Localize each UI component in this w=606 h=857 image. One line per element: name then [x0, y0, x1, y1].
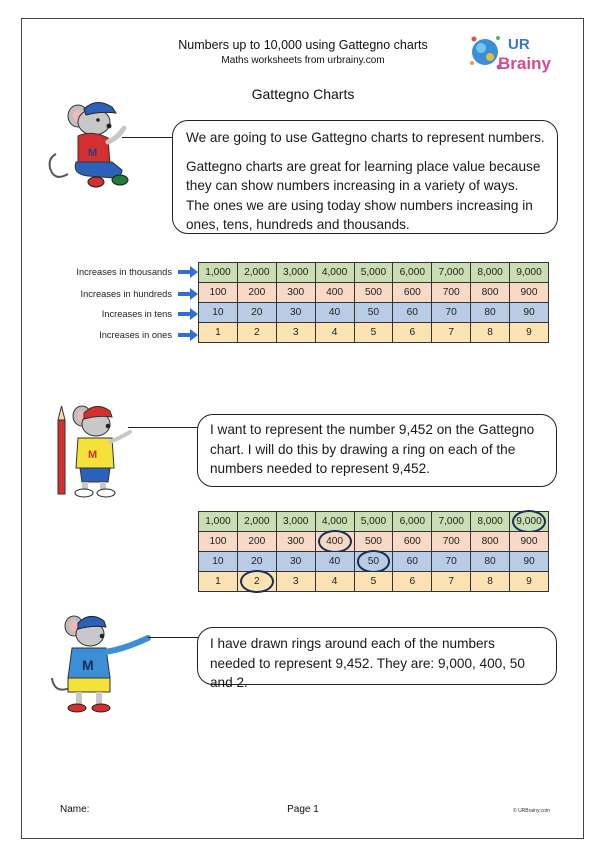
thousands-row: [199, 512, 549, 532]
chart-cell: 20: [237, 552, 276, 572]
explain-speech-bubble: [197, 414, 557, 487]
bubble2-pointer: [128, 427, 198, 428]
cell-value: 9,000: [516, 516, 542, 527]
chart-cell: 40: [315, 303, 354, 323]
chart-cell: 300: [276, 283, 315, 303]
chart-cell-ringed: [315, 532, 354, 552]
cell-value: 400: [326, 536, 344, 547]
chart-cell: 10: [199, 303, 238, 323]
chart-cell: 60: [393, 552, 432, 572]
chart-cell: 5: [354, 323, 393, 343]
chart-cell: 200: [237, 283, 276, 303]
hundreds-row: [199, 283, 549, 303]
chart-cell: 90: [510, 303, 549, 323]
chart-cell: 800: [471, 283, 510, 303]
gattegno-chart-reference: [198, 262, 549, 343]
worksheet-title: Numbers up to 10,000 using Gattegno charts: [178, 38, 428, 52]
chart-cell: 200: [237, 532, 276, 552]
chart-cell: 3,000: [276, 512, 315, 532]
chart-cell: 800: [471, 532, 510, 552]
chart-cell: 2: [237, 323, 276, 343]
tens-row: [199, 552, 549, 572]
chart-cell: 4: [315, 323, 354, 343]
chart-cell: 8: [471, 323, 510, 343]
arrow-right-icon: [178, 328, 198, 342]
arrow-right-icon: [178, 307, 198, 321]
chart-cell: 100: [199, 283, 238, 303]
chart-cell: 6,000: [393, 512, 432, 532]
chart-cell: 80: [471, 303, 510, 323]
chart-cell: 400: [315, 283, 354, 303]
chart-cell: 1,000: [199, 263, 238, 283]
logo-ur-text: UR: [508, 36, 530, 53]
chart-cell: 4,000: [315, 512, 354, 532]
chart-cell: 10: [199, 552, 238, 572]
chart-cell: 7: [432, 323, 471, 343]
label-tens: Increases in tens: [101, 309, 172, 319]
chart-cell: 20: [237, 303, 276, 323]
chart-cell-ringed: [237, 572, 276, 592]
chart-cell: 3,000: [276, 263, 315, 283]
label-ones: Increases in ones: [99, 330, 172, 340]
svg-text:M: M: [82, 657, 94, 673]
cell-value: 50: [367, 556, 380, 567]
chart-cell: 5,000: [354, 512, 393, 532]
section-heading: Gattegno Charts: [251, 86, 355, 102]
chart-cell: 7: [432, 572, 471, 592]
chart-cell: 7,000: [432, 512, 471, 532]
chart-cell: 90: [510, 552, 549, 572]
ones-row: [199, 572, 549, 592]
chart-cell: 3: [276, 323, 315, 343]
svg-text:M: M: [88, 147, 98, 159]
gattegno-chart-9452: [198, 511, 549, 592]
chart-cell: 700: [432, 532, 471, 552]
chart-cell: 30: [276, 303, 315, 323]
chart-cell: 5,000: [354, 263, 393, 283]
chart-cell: 8: [471, 572, 510, 592]
chart-cell: 40: [315, 552, 354, 572]
copyright-text: © URBrainy.com: [513, 808, 550, 814]
chart-cell: 50: [354, 303, 393, 323]
chart-cell: 8,000: [471, 263, 510, 283]
ones-row: [199, 323, 549, 343]
chart-cell: 5: [354, 572, 393, 592]
arrow-right-icon: [178, 265, 198, 279]
chart-cell: 500: [354, 283, 393, 303]
thousands-row: [199, 263, 549, 283]
chart-cell: 500: [354, 532, 393, 552]
chart-cell: 300: [276, 532, 315, 552]
chart-cell: 30: [276, 552, 315, 572]
bubble3-pointer: [148, 637, 198, 638]
chart-cell: 2,000: [237, 263, 276, 283]
name-label: Name:: [60, 804, 90, 815]
chart-cell: 600: [393, 532, 432, 552]
chart-cell: 70: [432, 552, 471, 572]
chart-cell: 600: [393, 283, 432, 303]
chart-cell: 4: [315, 572, 354, 592]
chart-cell: 3: [276, 572, 315, 592]
chart-cell: 8,000: [471, 512, 510, 532]
chart-cell: 70: [432, 303, 471, 323]
mouse-with-pencil-illustration: [44, 396, 134, 500]
summary-speech-bubble: [197, 627, 557, 690]
logo-brainy-text: Brainy: [498, 54, 551, 73]
chart-cell: 9,000: [510, 263, 549, 283]
cell-value: 2: [253, 576, 260, 587]
chart-cell: 900: [510, 532, 549, 552]
bubble1-pointer: [122, 137, 174, 138]
hundreds-row: [199, 532, 549, 552]
chart-cell: 60: [393, 303, 432, 323]
summary-text: I have drawn rings around each of the numbers needed to represent 9,452. They are: 9,000, 400, 50 and 2.: [210, 636, 525, 690]
svg-text:M: M: [88, 449, 98, 461]
mouse-sitting-illustration: [48, 96, 138, 192]
chart-cell: 1: [199, 323, 238, 343]
chart-cell: 2,000: [237, 512, 276, 532]
label-thousands: Increases in thousands: [76, 267, 172, 277]
chart-cell: 6,000: [393, 263, 432, 283]
explain-text: I want to represent the number 9,452 on the Gattegno chart. I will do this by drawing a ring on each of the numbers needed to represent 9,452.: [210, 422, 535, 476]
chart-cell: 100: [199, 532, 238, 552]
chart-cell: 4,000: [315, 263, 354, 283]
chart-cell: 900: [510, 283, 549, 303]
intro-speech-bubble: [172, 120, 558, 234]
intro-paragraph-1: We are going to use Gattegno charts to represent numbers.: [186, 130, 545, 145]
worksheet-subtitle: Maths worksheets from urbrainy.com: [221, 55, 385, 66]
chart-cell: 1: [199, 572, 238, 592]
chart-cell: 6: [393, 323, 432, 343]
chart-cell-ringed: [510, 512, 549, 532]
chart-cell: 7,000: [432, 263, 471, 283]
chart-cell: 9: [510, 572, 549, 592]
urbrainy-logo: [468, 30, 568, 74]
chart-cell: 6: [393, 572, 432, 592]
chart-cell: 9: [510, 323, 549, 343]
mouse-pointing-illustration: [44, 608, 154, 718]
tens-row: [199, 303, 549, 323]
page-number: Page 1: [287, 804, 319, 815]
chart-cell: 1,000: [199, 512, 238, 532]
intro-paragraph-2: Gattegno charts are great for learning place value because they can show numbers increasing in a variety of ways. The ones we are using today show numbers increasing in ones, tens, hundreds and thousands.: [186, 158, 541, 232]
chart-cell: 80: [471, 552, 510, 572]
label-hundreds: Increases in hundreds: [80, 289, 172, 299]
chart-cell: 700: [432, 283, 471, 303]
arrow-right-icon: [178, 287, 198, 301]
chart-cell-ringed: [354, 552, 393, 572]
